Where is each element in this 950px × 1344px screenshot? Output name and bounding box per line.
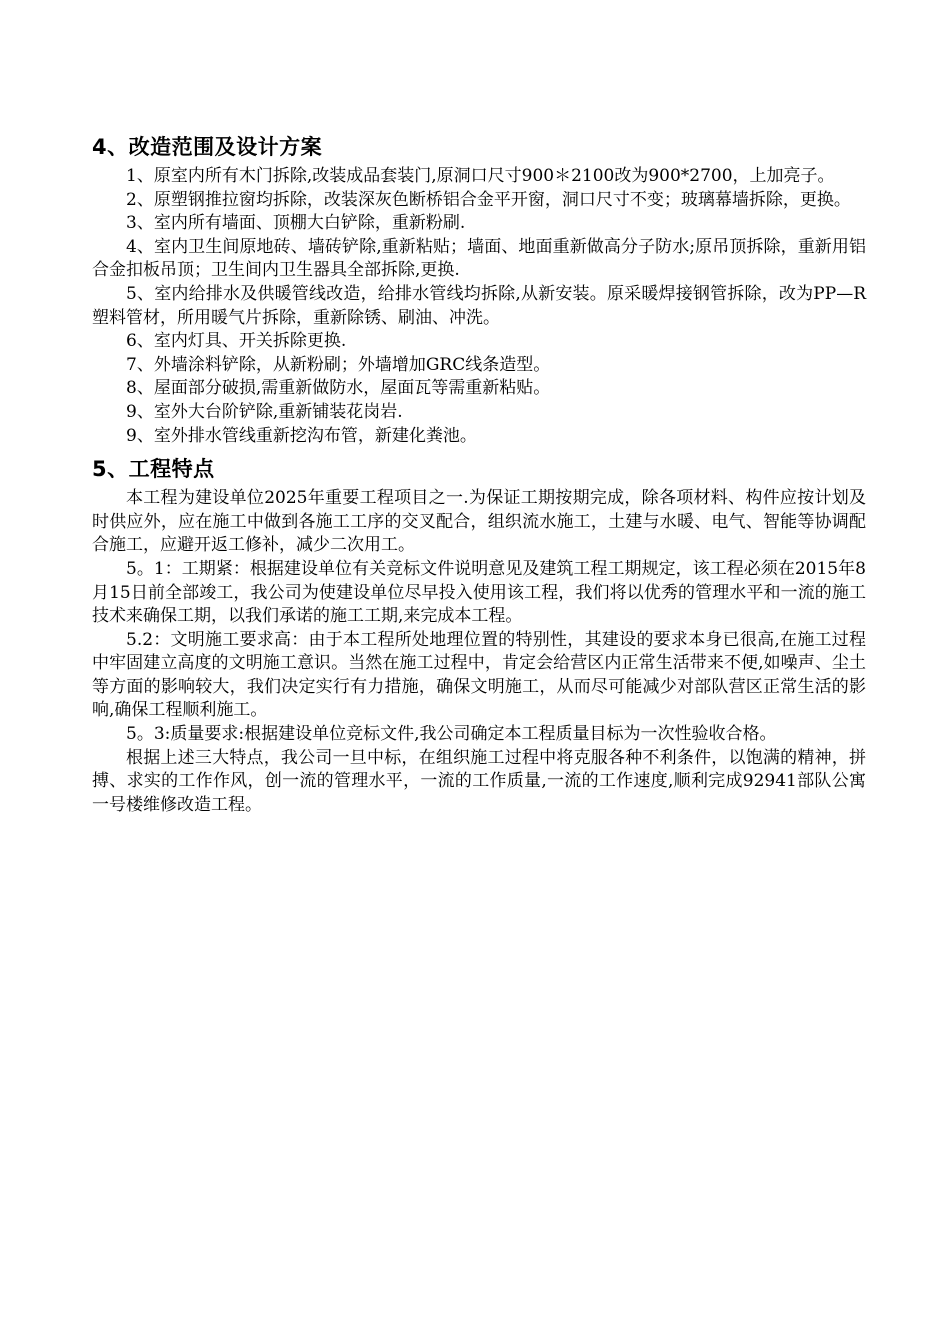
scope-item: 3、室内所有墙面、顶棚大白铲除，重新粉刷. (126, 213, 466, 234)
scope-item: 7、外墙涂料铲除，从新粉刷；外墙增加GRC线条造型。 (126, 354, 551, 375)
scope-item: 4、室内卫生间原地砖、墙砖铲除,重新粘贴；墙面、地面重新做高分子防水;原吊顶拆除，重新用铝合金扣板吊顶；卫生间内卫生器具全部拆除,更换. (92, 236, 866, 281)
features-paragraph: 5.2：文明施工要求高：由于本工程所处地理位置的特别性，其建设的要求本身已很高,在施工过程中牢固建立高度的文明施工意识。当然在施工过程中，肯定会给营区内正常生活带来不便,如噪声、尘土等方面的影响较大，我们决定实行有力措施，确保文明施工，从而尽可能减少对部队营区正常生活的影响,确保工程顺利施工。 (92, 629, 866, 721)
features-paragraph: 本工程为建设单位2025年重要工程项目之一.为保证工期按期完成，除各项材料、构件应按计划及时供应外，应在施工中做到各施工工序的交叉配合，组织流水施工，土建与水暖、电气、智能等协调配合施工，应避开返工修补，减少二次用工。 (92, 488, 866, 556)
features-paragraph: 根据上述三大特点，我公司一旦中标，在组织施工过程中将克服各种不利条件，以饱满的精神，拼搏、求实的工作作风，创一流的管理水平，一流的工作质量,一流的工作速度,顺利完成92941部队公寓一号楼维修改造工程。 (92, 747, 866, 815)
scope-item: 8、屋面部分破损,需重新做防水，屋面瓦等需重新粘贴。 (126, 378, 551, 399)
section-heading-features: 5、工程特点 (92, 457, 215, 482)
scope-item: 2、原塑钢推拉窗均拆除，改装深灰色断桥铝合金平开窗，洞口尺寸不变；玻璃幕墙拆除，更换。 (126, 189, 851, 210)
scope-item: 6、室内灯具、开关拆除更换. (126, 331, 347, 352)
features-paragraph: 5。3:质量要求:根据建设单位竞标文件,我公司确定本工程质量目标为一次性验收合格。 (126, 724, 777, 745)
section-heading-scope: 4、改造范围及设计方案 (92, 135, 323, 159)
scope-item: 5、室内给排水及供暖管线改造，给排水管线均拆除,从新安装。原采暖焊接钢管拆除，改为PP—R塑料管材，所用暖气片拆除，重新除锈、刷油、冲洗。 (92, 283, 866, 328)
scope-item: 9、室外排水管线重新挖沟布管，新建化粪池。 (126, 425, 477, 446)
scope-item: 1、原室内所有木门拆除,改装成品套装门,原洞口尺寸900＊2100改为900*2700，上加亮子。 (126, 166, 835, 186)
scope-item: 9、室外大台阶铲除,重新铺装花岗岩. (126, 401, 403, 422)
document-page (92, 132, 866, 817)
features-paragraph: 5。1：工期紧：根据建设单位有关竞标文件说明意见及建筑工程工期规定，该工程必须在2015年8月15日前全部竣工，我公司为使建设单位尽早投入使用该工程，我们将以优秀的管理水平和一流的施工技术来确保工期，以我们承诺的施工工期,来完成本工程。 (92, 558, 866, 627)
